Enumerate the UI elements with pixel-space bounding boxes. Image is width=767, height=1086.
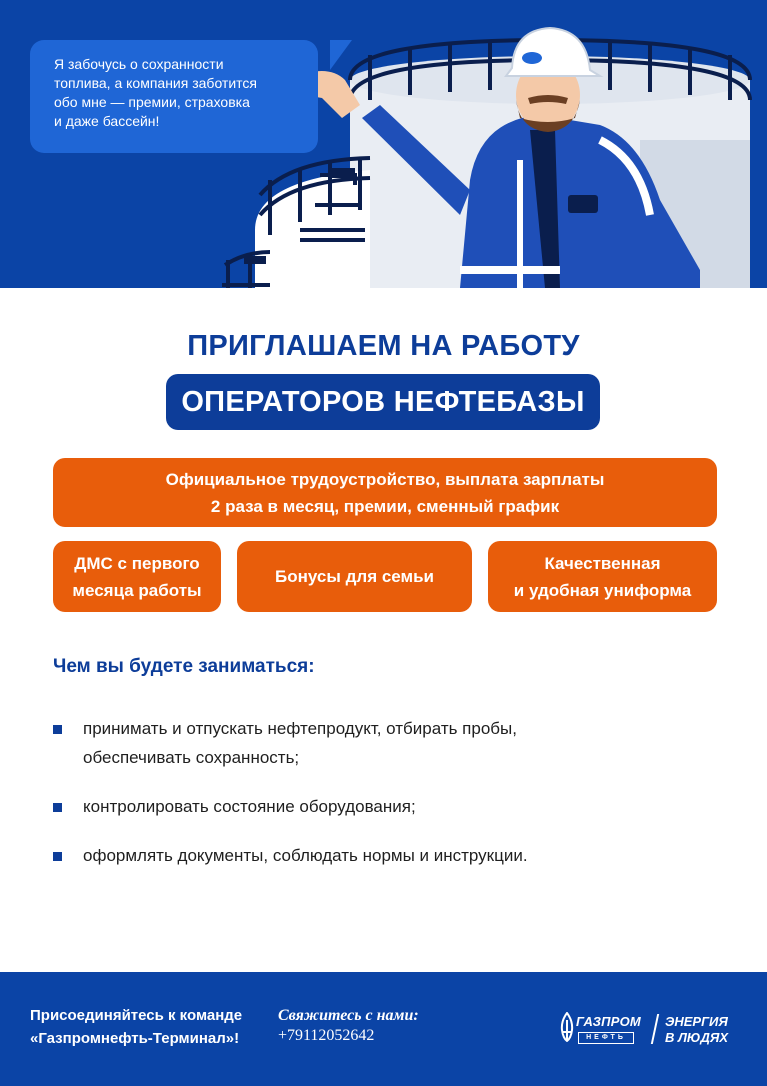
benefit-uniform-line-1: Качественная [544,553,661,573]
logo-name: ГАЗПРОМ [576,1014,641,1029]
benefit-employment-line-2: 2 раза в месяц, премии, сменный график [210,496,560,516]
hero-banner [0,0,767,288]
speech-bubble-tail [330,40,354,70]
square-bullet-icon [53,725,62,734]
speech-bubble [30,40,318,153]
benefit-dms-line-2: месяца работы [72,580,202,600]
headline-position [166,374,600,430]
contact-label: Свяжитесь с нами: [278,1007,419,1024]
join-line-1: Присоединяйтесь к команде [30,1007,243,1024]
speech-line-4: и даже бассейн! [54,113,160,129]
gazpromneft-logo [560,1012,740,1048]
duty-1-line-1: принимать и отпускать нефтепродукт, отбирать пробы, [83,719,517,738]
duty-3-line-1: оформлять документы, соблюдать нормы и инструкции. [83,846,528,865]
square-bullet-icon [53,852,62,861]
slogan [665,1014,728,1046]
list-item [53,841,733,870]
headline-position-text: ОПЕРАТОРОВ НЕФТЕБАЗЫ [181,385,585,418]
list-item [53,714,733,772]
duties-title: Чем вы будете заниматься: [53,656,315,677]
headline-invite: ПРИГЛАШАЕМ НА РАБОТУ [187,330,580,362]
join-line-2: «Газпромнефть-Терминал»! [30,1030,240,1047]
benefit-card-family [237,541,472,612]
contact-block [278,1006,419,1046]
square-bullet-icon [53,803,62,812]
benefit-card-employment [53,458,717,527]
benefit-uniform-line-2: и удобная униформа [513,580,692,600]
benefit-family-line-1: Бонусы для семьи [275,567,434,586]
flame-icon [560,1012,574,1042]
benefit-employment-line-1: Официальное трудоустройство, выплата зарплаты [165,469,605,489]
footer-bar [0,972,767,1086]
duty-2-line-1: контролировать состояние оборудования; [83,797,416,816]
benefit-card-uniform [488,541,717,612]
contact-phone[interactable]: +79112052642 [278,1027,375,1044]
duty-1-line-2: обеспечивать сохранность; [83,748,300,767]
speech-line-3: обо мне — премии, страховка [54,94,250,110]
join-team-text [30,1004,242,1050]
duties-list [53,714,733,890]
speech-line-1: Я забочусь о сохранности [54,56,224,72]
benefit-card-dms [53,541,221,612]
slogan-line-2: В ЛЮДЯХ [665,1030,729,1045]
benefit-dms-line-1: ДМС с первого [74,553,200,573]
speech-line-2: топлива, а компания заботится [54,75,257,91]
logo-divider [651,1014,659,1044]
logo-subtitle: НЕФТЬ [578,1032,634,1044]
slogan-line-1: ЭНЕРГИЯ [665,1014,728,1029]
list-item [53,792,733,821]
